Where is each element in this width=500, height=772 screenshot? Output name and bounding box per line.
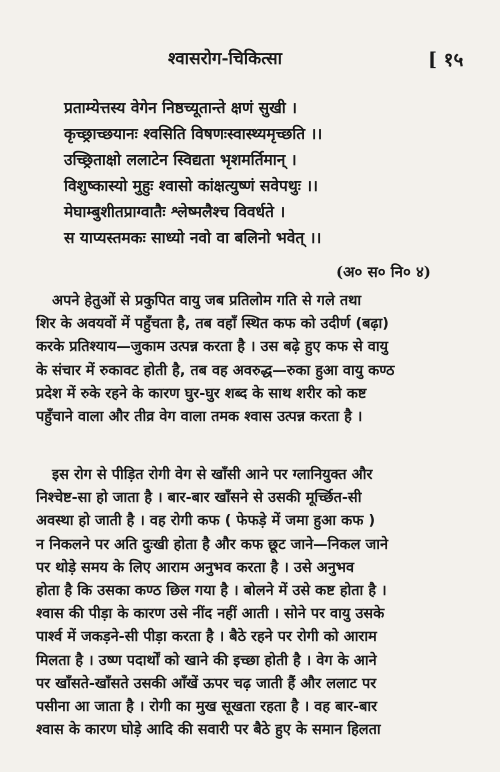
text-line: के संचार में रुकावट होती है, तब वह अवरुद्ध—रुका हुआ वायु कण्ठ xyxy=(36,362,395,379)
text-line: शिर के अवयवों में पहुँचता है, तब वहाँ स्थित कफ को उदीर्ण (बढ़ा) xyxy=(36,316,389,333)
verse-line: कृच्छ्राच्छयानः श्वसिति विषणःस्वास्थ्यमृच्छति ।। xyxy=(64,124,323,143)
text-line: न निकलने पर अति दुःखी होता है और कफ छूट जाने—निकल जाने xyxy=(36,536,389,553)
text-line: निश्चेष्ट-सा हो जाता है । बार-बार खाँसने से उसकी मूर्च्छित-सी xyxy=(36,490,362,507)
text-line: श्वास के कारण घोड़े आदि की सवारी पर बैठे हुए के समान हिलता xyxy=(36,722,381,739)
text-line: प्रदेश में रुके रहने के कारण घुर-घुर शब्द के साथ शरीर को कष्ट xyxy=(36,385,367,402)
text-line: पसीना आ जाता है । रोगी का मुख सूखता रहता है । वह बार-बार xyxy=(36,698,378,715)
verse-reference: (अ० स० नि० ४) xyxy=(336,263,431,281)
text-line: पार्श्व में जकड़ने-सी पीड़ा करता है । बैठे रहने पर रोगी को आराम xyxy=(36,629,377,646)
text-line: मिलता है । उष्ण पदार्थों को खाने की इच्छा होती है । वेग के आने xyxy=(36,652,377,669)
text-line: अपने हेतुओं से प्रकुपित वायु जब प्रतिलोम गति से गले तथा xyxy=(52,293,362,309)
verse-line: मेघाम्बुशीतप्राग्वातैः श्लेष्मलैश्च विवर्धते । xyxy=(64,202,286,221)
text-line: पर खाँसते-खाँसते उसकी आँखें ऊपर चढ़ जाती हैं और ललाट पर xyxy=(36,675,377,692)
sanskrit-verses xyxy=(64,95,474,251)
text-line: श्वास की पीड़ा के कारण उसे नींद नहीं आती । सोने पर वायु उसके xyxy=(36,606,385,623)
text-line: होता है कि उसका कण्ठ छिल गया है । बोलने में उसे कष्ट होता है । xyxy=(36,582,387,599)
page-header xyxy=(0,46,500,72)
page-number: [ १५ xyxy=(428,49,464,71)
verse-line: उच्छ्रिताक्षो ललाटेन स्विद्यता भृशमर्तिमान् । xyxy=(64,150,297,169)
text-line: इस रोग से पीड़ित रोगी वेग से खाँसी आने पर ग्लानियुक्त और xyxy=(52,467,373,483)
verse-line: विशुष्कास्यो मुहुः श्वासो कांक्षत्युष्णं सवेपथुः ।। xyxy=(64,176,319,195)
verse-line: स याप्यस्तमकः साध्यो नवो वा बलिनो भवेत् ।। xyxy=(64,228,322,247)
text-line: पर थोड़े समय के लिए आराम अनुभव करता है । उसे अनुभव xyxy=(36,559,355,576)
text-line: पहुँचाने वाला और तीव्र वेग वाला तमक श्वास उत्पन्न करता है । xyxy=(36,408,363,425)
verse-line: प्रताम्येत्तस्य वेगेन निष्ठच्यूतान्ते क्षणं सुखी । xyxy=(64,98,298,117)
text-line: अवस्था हो जाती है । वह रोगी कफ ( फेफड़े में जमा हुआ कफ ) xyxy=(36,513,376,530)
running-title: श्वासरोग-चिकित्सा xyxy=(168,49,282,69)
text-line: करके प्रतिश्याय—जुकाम उत्पन्न करता है । उस बढ़े हुए कफ से वायु xyxy=(36,339,389,356)
paragraph-1 xyxy=(36,290,482,429)
paragraph-2 xyxy=(36,464,482,742)
